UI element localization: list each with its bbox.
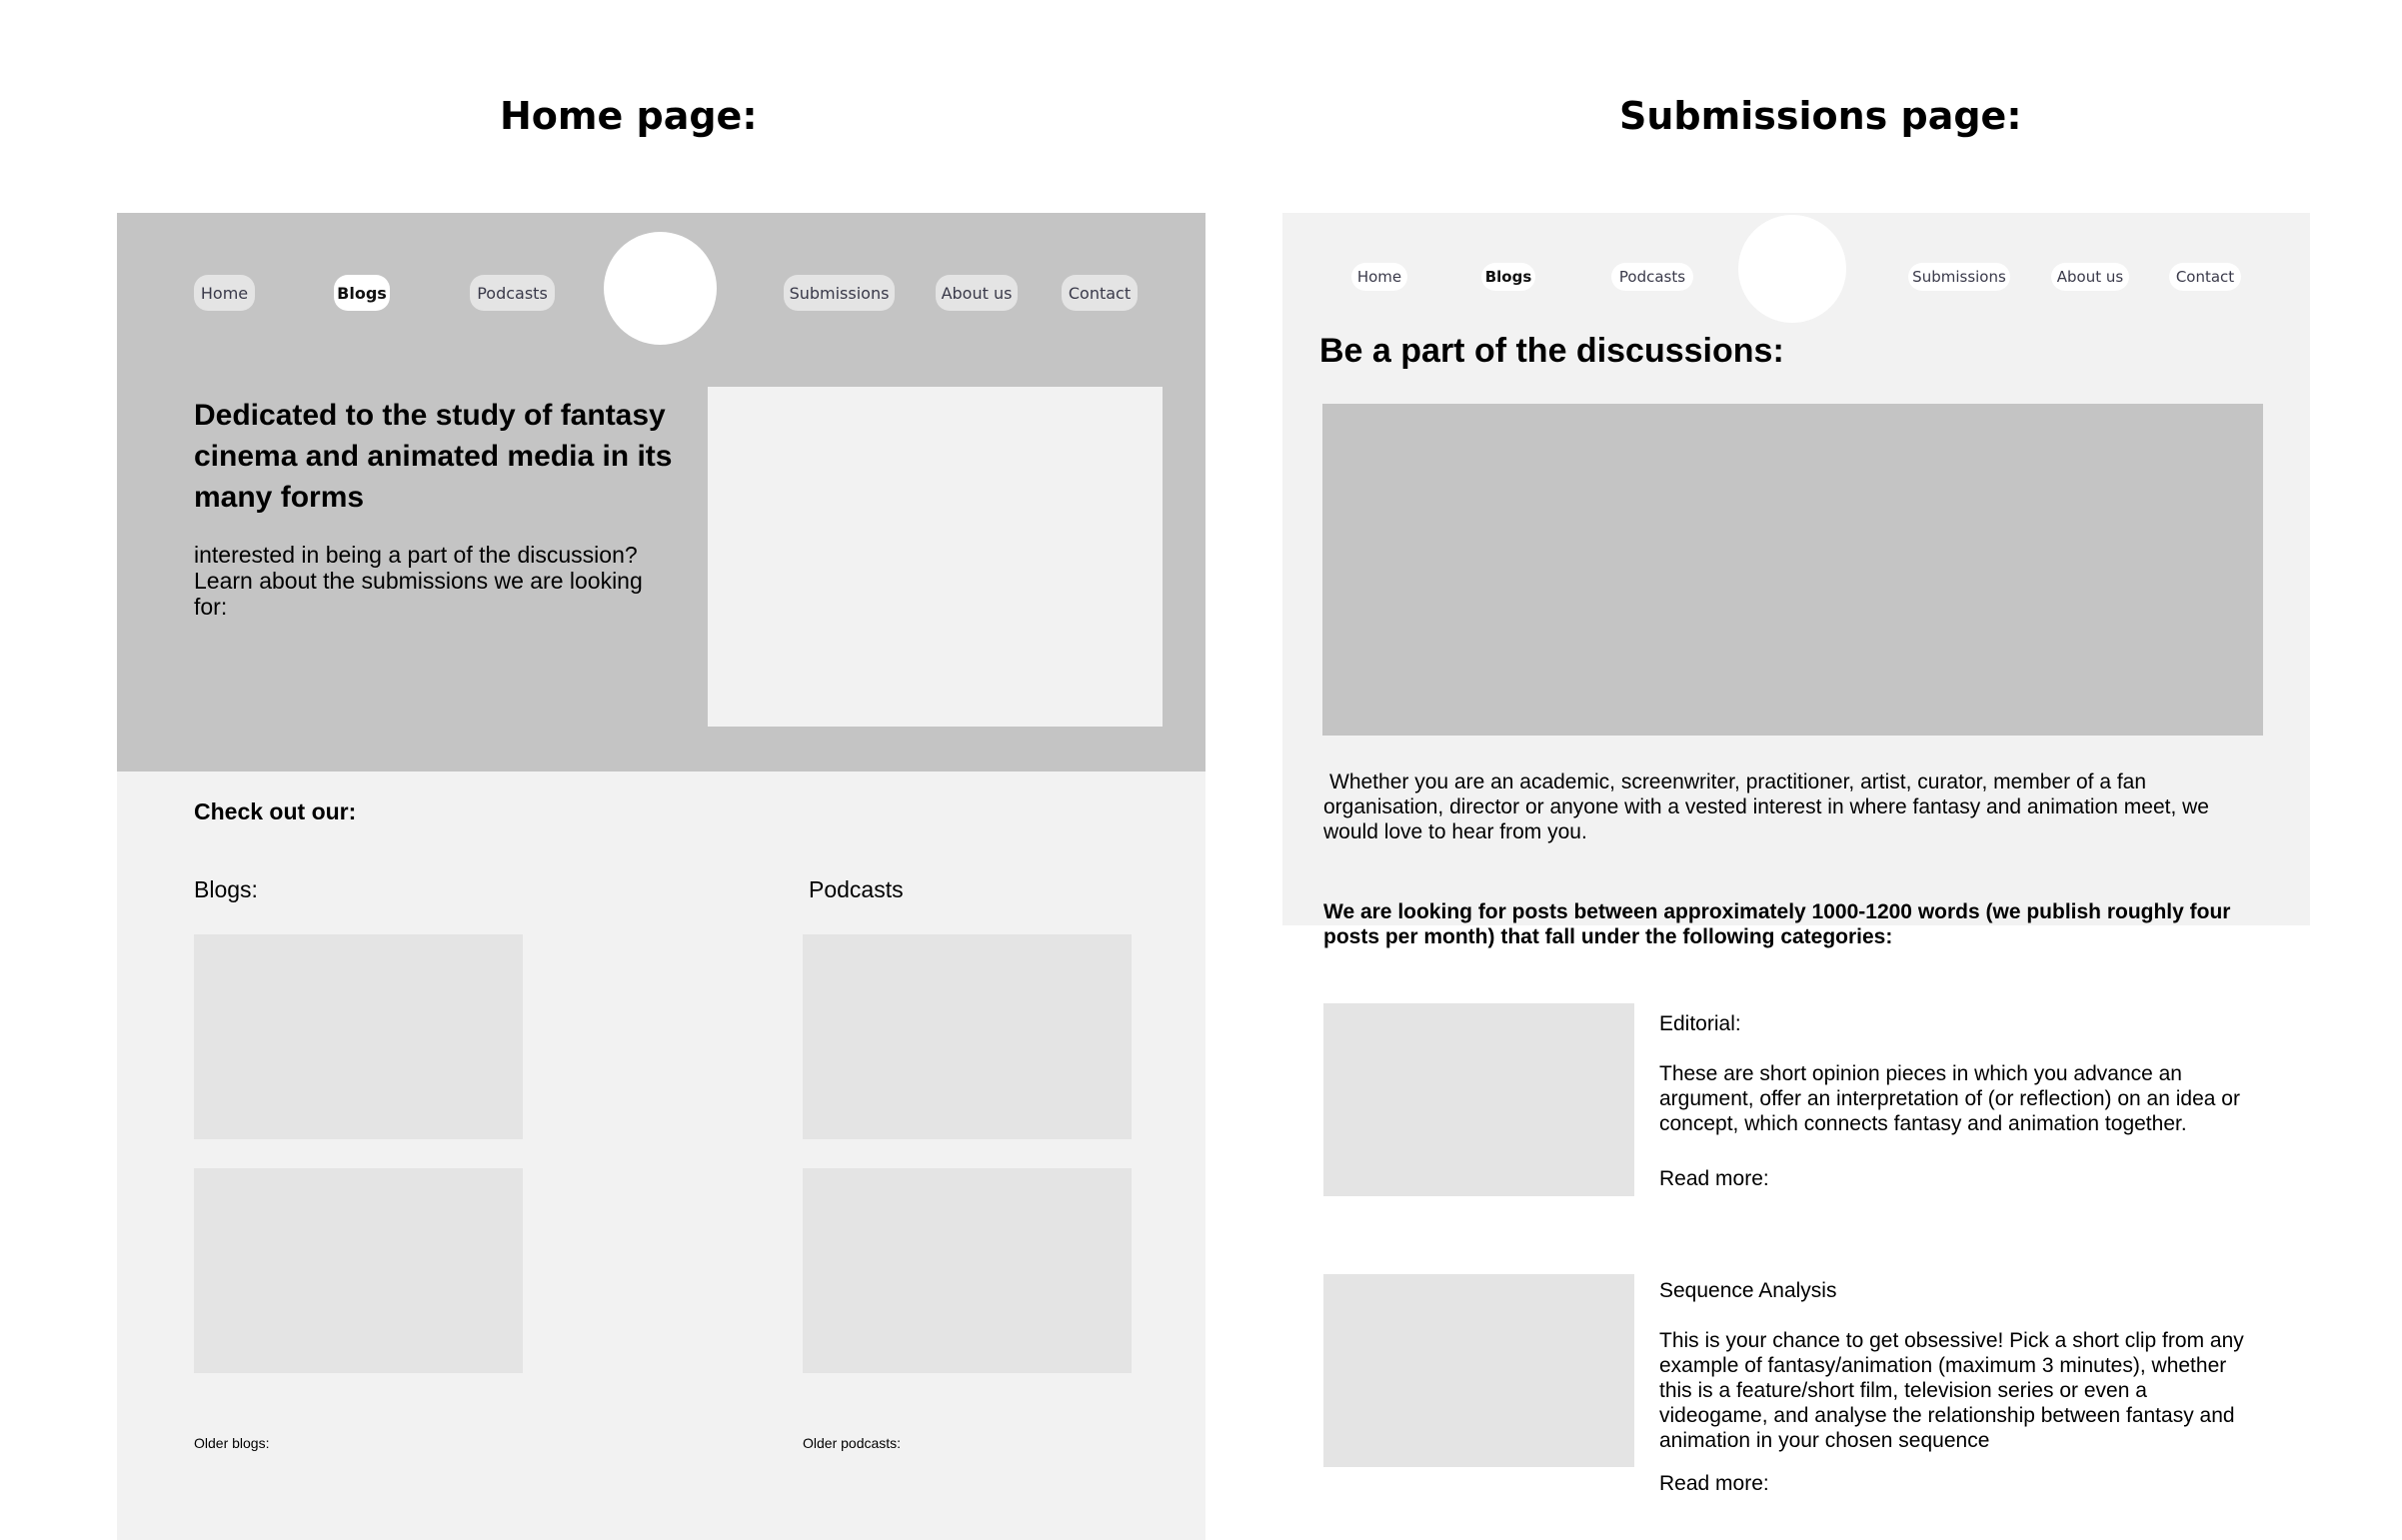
submissions-criteria: We are looking for posts between approximately 1000-1200 words (we publish roughly four posts per month) that fall under the following categories: bbox=[1323, 900, 2231, 948]
podcast-card[interactable] bbox=[803, 1168, 1132, 1373]
category-title: Editorial: bbox=[1659, 1012, 1741, 1035]
hero-title: Dedicated to the study of fantasy cinema and animated media in its many forms bbox=[194, 399, 673, 514]
read-more-link[interactable]: Read more: bbox=[1659, 1167, 1769, 1190]
nav-contact[interactable]: Contact bbox=[1062, 275, 1138, 311]
nav-submissions[interactable]: Submissions bbox=[1908, 263, 2010, 291]
nav-contact[interactable]: Contact bbox=[2169, 263, 2241, 291]
nav-blogs[interactable]: Blogs bbox=[334, 275, 390, 311]
submissions-intro: Whether you are an academic, screenwriter, practitioner, artist, curator, member of a fan organisation, director or anyone with a vested interest in where fantasy and animation meet, we would love to hear from you. bbox=[1323, 770, 2209, 843]
nav-about-us[interactable]: About us bbox=[936, 275, 1018, 311]
category-title: Sequence Analysis bbox=[1659, 1279, 1837, 1302]
blogs-label: Blogs: bbox=[194, 876, 258, 902]
nav-podcasts[interactable]: Podcasts bbox=[470, 275, 555, 311]
blog-card[interactable] bbox=[194, 1168, 523, 1373]
submissions-hero-image-placeholder bbox=[1322, 404, 2263, 736]
category-description: These are short opinion pieces in which you advance an argument, offer an interpretation of (or reflection) on an idea or concept, which connects fantasy and animation together. bbox=[1659, 1062, 2240, 1135]
category-description: This is your chance to get obsessive! Pick a short clip from any example of fantasy/animation (maximum 3 minutes), whether this is a feature/short film, television series or even a videogame, and analyse the relationship between fantasy and animation in your chosen sequence bbox=[1659, 1329, 2244, 1452]
nav-home[interactable]: Home bbox=[194, 275, 255, 311]
nav-blogs[interactable]: Blogs bbox=[1481, 263, 1535, 291]
home-page-heading: Home page: bbox=[500, 94, 758, 138]
nav-home[interactable]: Home bbox=[1351, 263, 1407, 291]
sequence-analysis-image-placeholder bbox=[1323, 1274, 1634, 1467]
logo-placeholder[interactable] bbox=[1738, 215, 1846, 323]
editorial-image-placeholder bbox=[1323, 1003, 1634, 1196]
hero-image-placeholder bbox=[708, 387, 1163, 727]
check-out-label: Check out our: bbox=[194, 798, 357, 824]
logo-placeholder[interactable] bbox=[604, 232, 717, 345]
read-more-link[interactable]: Read more: bbox=[1659, 1472, 1769, 1495]
nav-submissions[interactable]: Submissions bbox=[784, 275, 895, 311]
blog-card[interactable] bbox=[194, 934, 523, 1139]
nav-podcasts[interactable]: Podcasts bbox=[1611, 263, 1693, 291]
nav-about-us[interactable]: About us bbox=[2051, 263, 2129, 291]
older-blogs-link[interactable]: Older blogs: bbox=[194, 1435, 270, 1451]
podcasts-label: Podcasts bbox=[809, 876, 904, 902]
submissions-page-heading: Submissions page: bbox=[1619, 94, 2022, 138]
older-podcasts-link[interactable]: Older podcasts: bbox=[803, 1435, 902, 1451]
submissions-title: Be a part of the discussions: bbox=[1319, 332, 1784, 370]
hero-subtitle: interested in being a part of the discussion? Learn about the submissions we are looking for: bbox=[194, 542, 643, 620]
podcast-card[interactable] bbox=[803, 934, 1132, 1139]
